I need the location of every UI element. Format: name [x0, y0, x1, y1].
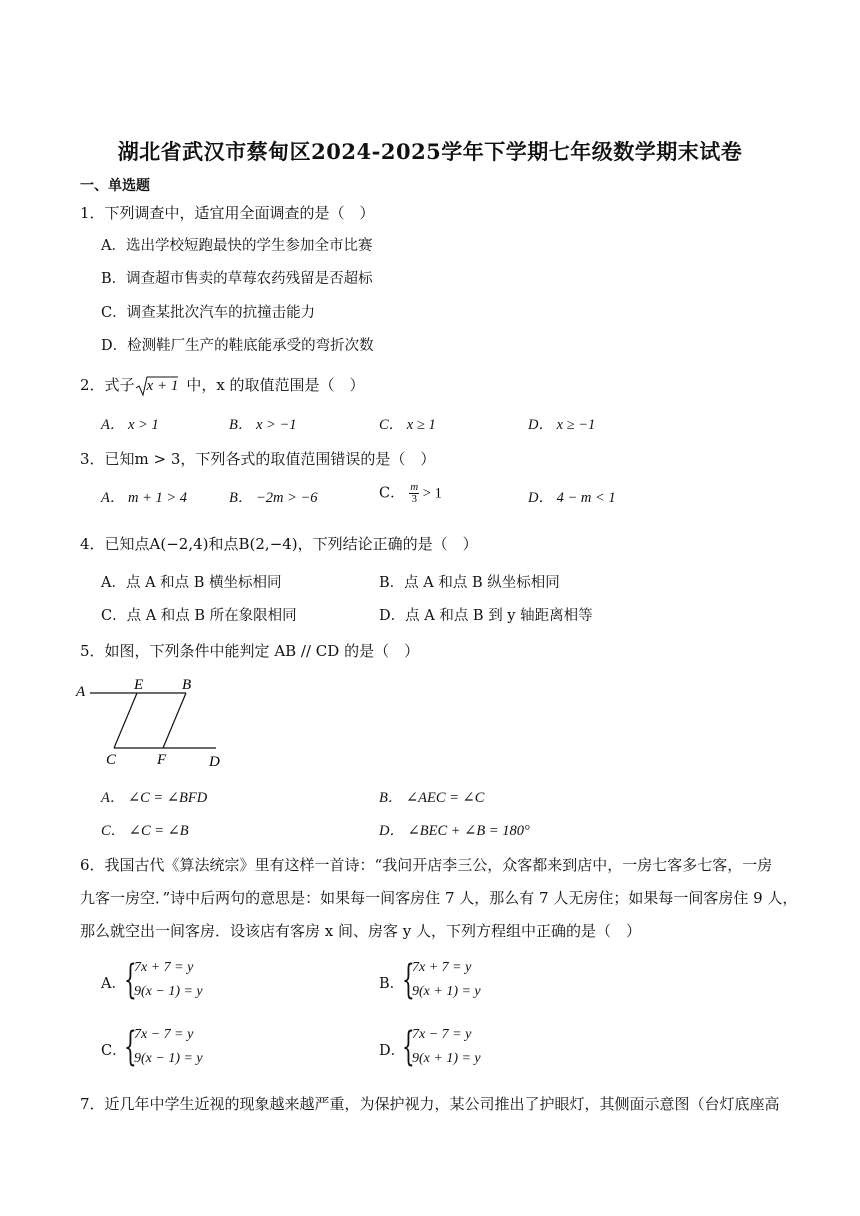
section-heading: 一、单选题: [80, 178, 150, 194]
question-6-option-d-label: D．: [379, 1043, 406, 1059]
label-d: D: [209, 754, 220, 770]
question-2-stem: [80, 375, 365, 397]
question-2-option-c: C． x ≥ 1: [379, 417, 436, 433]
question-5-stem: 5．如图，下列条件中能判定 AB // CD 的是（ ）: [80, 642, 420, 660]
brace-icon: {: [402, 957, 415, 1003]
question-5-option-c: C． ∠C = ∠B: [101, 823, 189, 839]
question-3-option-a: A． m + 1 > 4: [101, 490, 188, 506]
fraction: [409, 482, 419, 505]
brace-icon: {: [124, 1024, 137, 1070]
system-d-eq-1: 7x − 7 = y: [412, 1027, 472, 1042]
question-2-radicand: x + 1: [146, 378, 179, 394]
segment-bf: [163, 693, 186, 748]
question-4-option-c: C．点 A 和点 B 所在象限相同: [101, 608, 297, 624]
question-3-option-c: [379, 482, 442, 505]
question-7-line-1: 7．近几年中学生近视的现象越来越严重，为保护视力，某公司推出了护眼灯，其侧面示意图（台灯底座高: [80, 1095, 780, 1113]
brace-icon: {: [402, 1024, 415, 1070]
question-3-option-c-label: C．: [379, 485, 405, 502]
question-6-option-a-label: A．: [101, 976, 126, 992]
question-4-option-d: D．点 A 和点 B 到 y 轴距离相等: [379, 608, 593, 624]
question-2-stem-pre: 2．式子: [80, 376, 135, 394]
question-3-stem: 3．已知m > 3，下列各式的取值范围错误的是（ ）: [80, 450, 436, 468]
system-c-eq-2: 9(x − 1) = y: [134, 1051, 203, 1066]
question-6-option-b-label: B．: [379, 976, 405, 992]
question-3-option-b: B． −2m > −6: [229, 490, 318, 506]
fraction-denominator: 3: [411, 493, 417, 505]
label-e: E: [134, 677, 144, 693]
question-1-option-c: C．调查某批次汽车的抗撞击能力: [101, 305, 316, 321]
question-6-line-1: 6．我国古代《算法统宗》里有这样一首诗：“我问开店李三公，众客都来到店中，一房七客多七客，一房: [80, 856, 773, 874]
label-f: F: [157, 752, 167, 768]
question-6-option-c-label: C．: [101, 1043, 127, 1059]
question-1-stem: 1．下列调查中，适宜用全面调查的是（ ）: [80, 204, 375, 222]
page-title: 湖北省武汉市蔡甸区2024-2025学年下学期七年级数学期末试卷: [117, 139, 743, 164]
parallelogram-figure: [74, 674, 234, 770]
system-b-eq-2: 9(x + 1) = y: [412, 984, 481, 999]
question-3-option-c-rest: > 1: [419, 485, 442, 502]
question-5-option-a: A． ∠C = ∠BFD: [101, 790, 208, 806]
question-2-option-d: D． x ≥ −1: [528, 417, 596, 433]
segment-ec: [114, 693, 137, 748]
brace-icon: {: [124, 957, 137, 1003]
label-c: C: [106, 752, 117, 768]
fraction-numerator: m: [410, 481, 419, 493]
question-1-option-b: B．调查超市售卖的草莓农药残留是否超标: [101, 271, 373, 287]
question-4-stem: 4．已知点A(−2,4)和点B(2,−4)，下列结论正确的是（ ）: [80, 535, 478, 553]
system-c-eq-1: 7x − 7 = y: [134, 1027, 194, 1042]
question-2-stem-post: 中，x 的取值范围是（ ）: [186, 376, 365, 394]
question-4-option-a: A．点 A 和点 B 横坐标相同: [101, 575, 282, 591]
question-3-option-d: D． 4 − m < 1: [528, 490, 616, 506]
question-4-option-b: B．点 A 和点 B 纵坐标相同: [379, 575, 560, 591]
system-d-eq-2: 9(x + 1) = y: [412, 1051, 481, 1066]
question-6-line-3: 那么就空出一间客房．设该店有客房 x 间、房客 y 人，下列方程组中正确的是（ ）: [80, 922, 642, 940]
question-1-option-a: A．选出学校短跑最快的学生参加全市比赛: [101, 238, 373, 254]
label-a: A: [76, 684, 86, 700]
question-1-option-d: D．检测鞋厂生产的鞋底能承受的弯折次数: [101, 338, 374, 354]
question-2-option-a: A． x > 1: [101, 417, 159, 433]
system-a-eq-2: 9(x − 1) = y: [134, 984, 203, 999]
system-a-eq-1: 7x + 7 = y: [134, 960, 194, 975]
label-b: B: [182, 677, 192, 693]
question-5-option-d: D． ∠BEC + ∠B = 180°: [379, 823, 530, 839]
system-b-eq-1: 7x + 7 = y: [412, 960, 472, 975]
question-6-line-2: 九客一房空．”诗中后两句的意思是：如果每一间客房住 7 人，那么有 7 人无房住；如果每一间客房住 9 人，: [80, 889, 798, 907]
question-5-option-b: B． ∠AEC = ∠C: [379, 790, 485, 806]
question-2-option-b: B． x > −1: [229, 417, 297, 433]
